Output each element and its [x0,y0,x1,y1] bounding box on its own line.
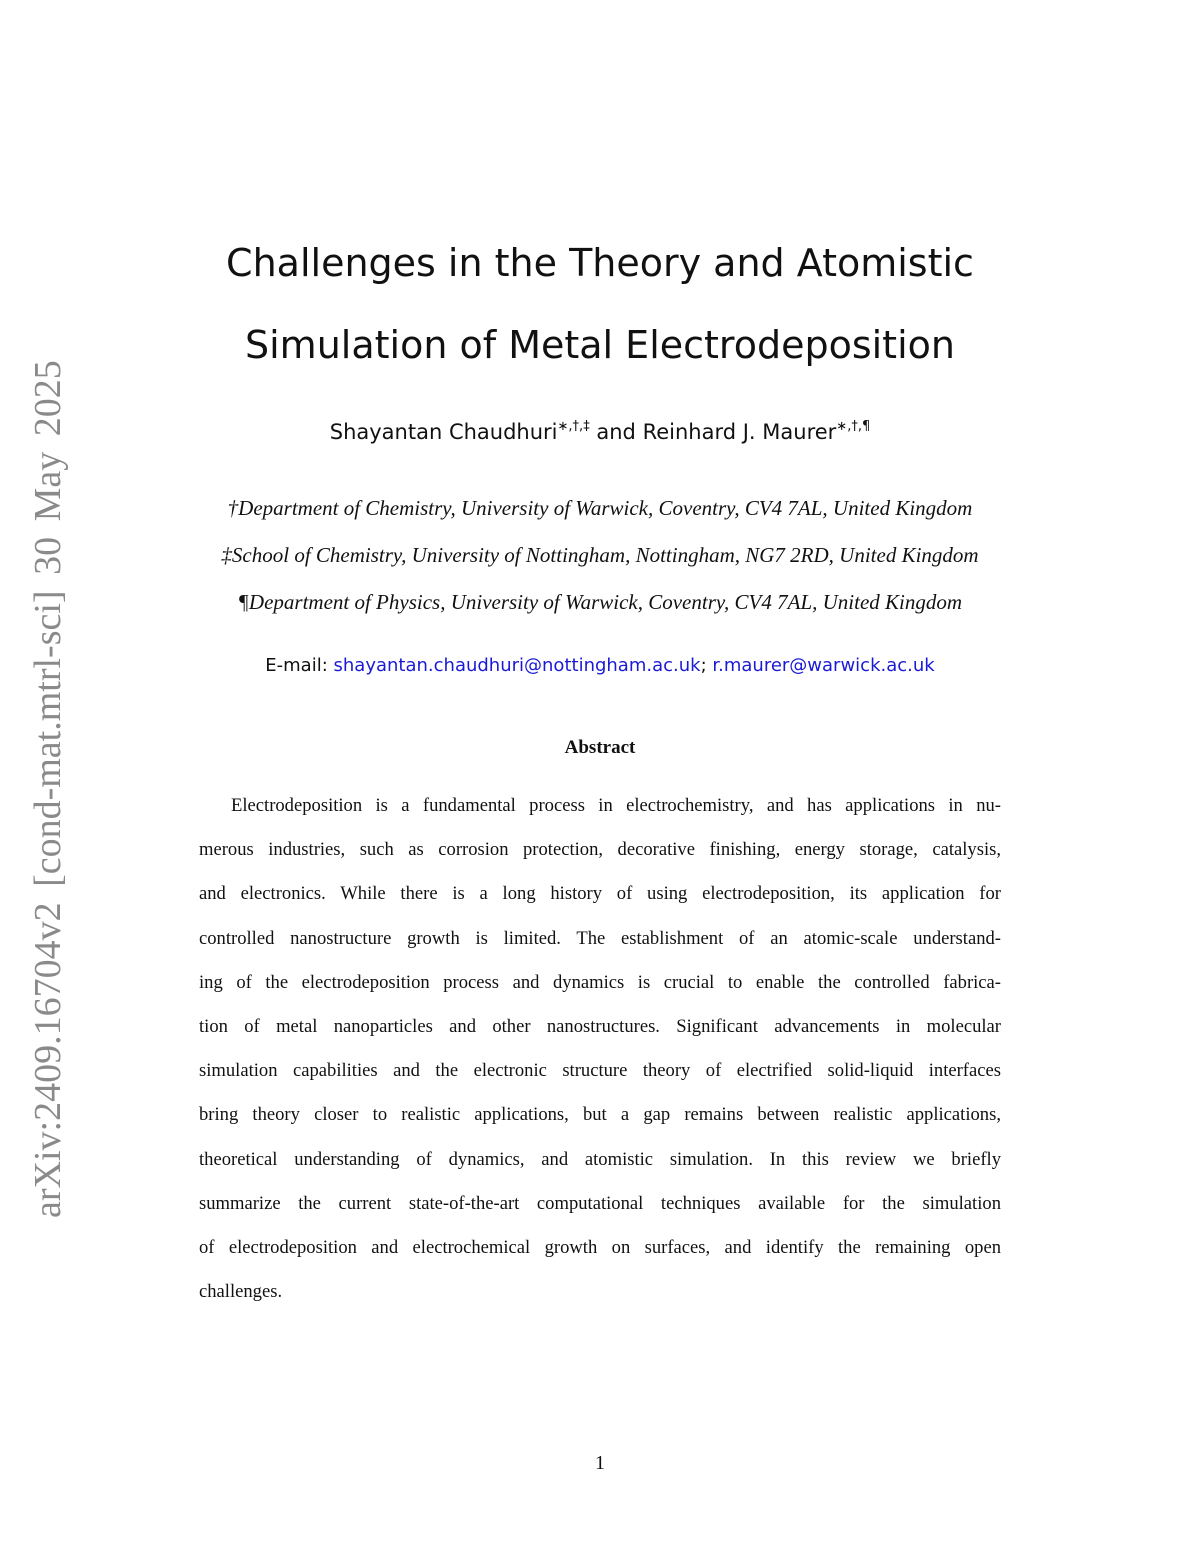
title-line-2: Simulation of Metal Electrodeposition [245,323,955,367]
abstract-line: of electrodeposition and electrochemical growth on surfaces, and identify the remaining open [199,1237,1001,1259]
abstract-line: theoretical understanding of dynamics, and atomistic simulation. In this review we briefly [199,1148,1001,1170]
title-line-1: Challenges in the Theory and Atomistic [226,241,974,285]
email-separator: ; [700,655,713,676]
affiliation-warwick-physics: ¶Department of Physics, University of Warwick, Coventry, CV4 7AL, United Kingdom [237,590,963,614]
contact-email [100,650,1100,682]
page-number: 1 [595,1452,605,1474]
abstract-line: and electronics. While there is a long history of using electrodeposition, its application for [199,883,1001,905]
author-2-affiliation-marks: ∗,†,¶ [836,419,871,434]
abstract-line: merous industries, such as corrosion protection, decorative finishing, energy storage, catalysis, [199,839,1001,861]
author-list [100,414,1100,450]
affiliation-warwick-chemistry: †Department of Chemistry, University of Warwick, Coventry, CV4 7AL, United Kingdom [227,496,973,520]
abstract-line: ing of the electrodeposition process and dynamics is crucial to enable the controlled fabrica- [199,971,1001,993]
abstract-line: summarize the current state-of-the-art computational techniques available for the simulation [199,1192,1001,1214]
author-1-affiliation-marks: ∗,†,‡ [557,419,590,434]
email-link-chaudhuri[interactable]: shayantan.chaudhuri@nottingham.ac.uk [333,655,701,676]
author-name-1: Shayantan Chaudhuri [329,420,558,444]
abstract-line: challenges. [199,1281,283,1303]
arxiv-identifier-stamp: arXiv:2409.16704v2 [cond-mat.mtrl-sci] 30 May 2025 [27,360,69,1218]
author-conjunction: and [589,420,643,444]
abstract-line: tion of metal nanoparticles and other nanostructures. Significant advancements in molecular [199,1016,1001,1038]
abstract-line: simulation capabilities and the electronic structure theory of electrified solid-liquid interfaces [199,1060,1001,1082]
author-name-2: Reinhard J. Maurer [642,420,837,444]
email-link-maurer[interactable]: r.maurer@warwick.ac.uk [712,655,935,676]
email-label: E-mail: [265,655,334,676]
abstract-line: controlled nanostructure growth is limited. The establishment of an atomic-scale understand- [199,927,1001,949]
abstract-line: Electrodeposition is a fundamental process in electrochemistry, and has applications in nu- [231,795,1001,816]
affiliations [100,485,1100,626]
abstract-line: bring theory closer to realistic applications, but a gap remains between realistic applications, [199,1104,1001,1126]
paper-title [100,222,1100,386]
affiliation-nottingham-chemistry: ‡School of Chemistry, University of Nottingham, Nottingham, NG7 2RD, United Kingdom [221,543,979,567]
abstract-body [199,784,1001,1314]
abstract-heading: Abstract [564,737,636,758]
